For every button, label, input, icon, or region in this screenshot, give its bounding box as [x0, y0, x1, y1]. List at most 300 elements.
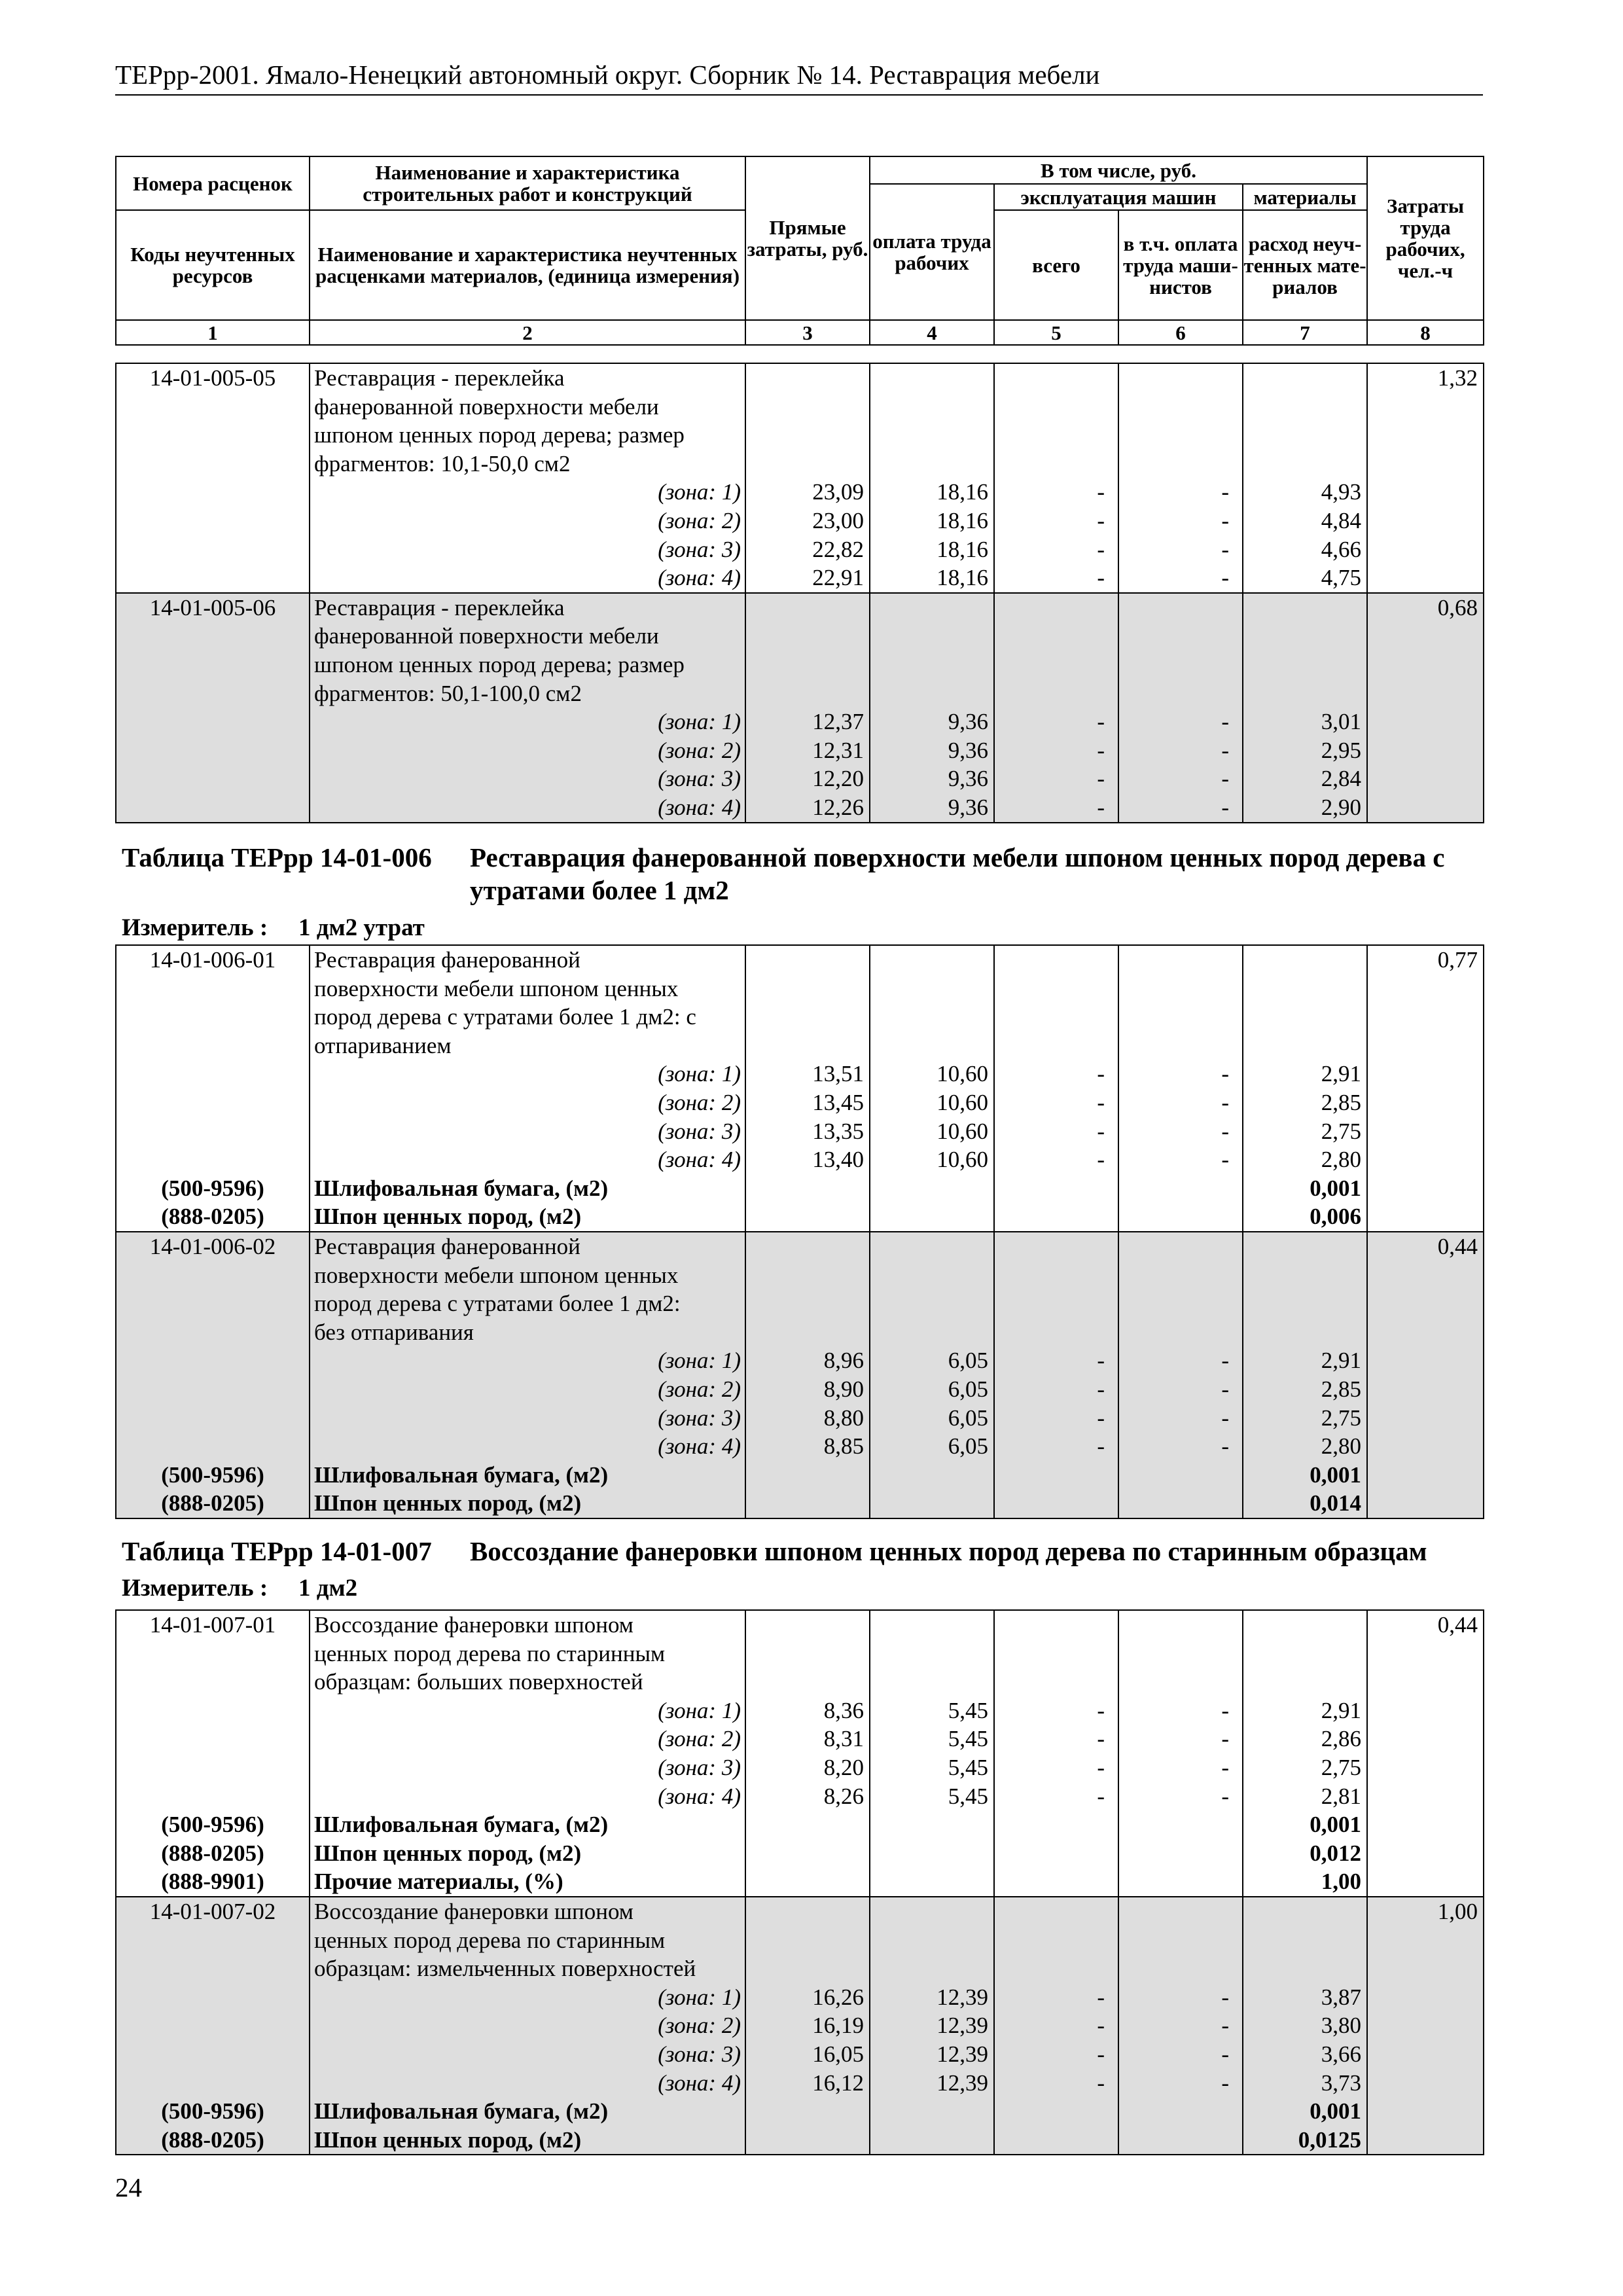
- unit-label: Измеритель :: [122, 1575, 268, 1602]
- labor-cost-cell: [1367, 1232, 1484, 1518]
- materials-cost: 2,80: [1321, 1433, 1361, 1460]
- spacer: [746, 1640, 864, 1668]
- description-line: отпариванием: [314, 1032, 452, 1058]
- rate-block: [116, 363, 1484, 593]
- table-title: Воссоздание фанеровки шпоном ценных пород дерева по старинным образцам: [470, 1536, 1427, 1566]
- labor-cost-cell: [1367, 1897, 1484, 2155]
- material-name: Шлифовальная бумага, (м2): [314, 1175, 609, 1201]
- machines-total-cell: [994, 1610, 1118, 1897]
- col-number: 4: [870, 320, 994, 345]
- spacer: [116, 736, 309, 765]
- machinist-wages: -: [1221, 709, 1229, 735]
- machinist-wages-cell: [1118, 363, 1243, 593]
- direct-cost-cell: [745, 945, 870, 1232]
- spacer: [116, 2040, 309, 2069]
- wages-cell: [870, 1610, 994, 1897]
- spacer: [746, 1031, 864, 1060]
- spacer: [995, 421, 1113, 450]
- spacer: [116, 1782, 309, 1811]
- description-line: ценных пород дерева по старинным: [314, 1927, 666, 1953]
- wages: 9,36: [948, 794, 988, 820]
- spacer: [1119, 1668, 1237, 1696]
- labor-cost: 0,68: [1437, 594, 1478, 620]
- spacer: [870, 1289, 988, 1318]
- spacer: [116, 564, 309, 592]
- machines-total: -: [1097, 794, 1105, 820]
- rates-table-14-01-005: [115, 363, 1484, 823]
- description-line: Реставрация - переклейка: [314, 365, 565, 391]
- header-codes: Коды неучтенных ресурсов: [116, 210, 310, 320]
- material-quantity: 0,014: [1310, 1490, 1361, 1516]
- wages: 18,16: [936, 507, 988, 533]
- spacer: [1119, 1611, 1237, 1640]
- spacer: [746, 1489, 864, 1518]
- spacer: [116, 1404, 309, 1433]
- zone-label: (зона: 1): [658, 479, 741, 505]
- machinist-wages: -: [1221, 1783, 1229, 1809]
- description-line: поверхности мебели шпоном ценных: [314, 1262, 679, 1288]
- rate-description-cell: [310, 1232, 745, 1518]
- rate-row: [116, 1610, 1484, 1897]
- description-line: Реставрация - переклейка: [314, 594, 565, 620]
- direct-cost: 12,37: [812, 709, 864, 735]
- spacer: [746, 1289, 864, 1318]
- material-name: Шлифовальная бумага, (м2): [314, 2098, 609, 2125]
- rate-code-cell: [116, 363, 310, 593]
- description-line: пород дерева с утратами более 1 дм2: с: [314, 1004, 696, 1030]
- machines-total: -: [1097, 1061, 1105, 1087]
- spacer: [1119, 622, 1237, 651]
- spacer: [995, 1810, 1113, 1839]
- spacer: [116, 1088, 309, 1117]
- spacer: [1119, 1640, 1237, 1668]
- spacer: [746, 1867, 864, 1896]
- spacer: [1243, 1261, 1361, 1290]
- material-code: (888-0205): [161, 1204, 264, 1230]
- spacer: [1119, 1461, 1237, 1490]
- zone-label: (зона: 2): [658, 2013, 741, 2039]
- col-number: 2: [310, 320, 745, 345]
- direct-cost: 8,90: [823, 1376, 864, 1402]
- machinist-wages: -: [1221, 794, 1229, 820]
- table-title: Реставрация фанерованной поверхности мебели шпоном ценных пород дерева с утратами более 1 дм2: [470, 842, 1445, 905]
- direct-cost: 8,20: [823, 1754, 864, 1780]
- spacer: [870, 364, 988, 393]
- materials-cost-cell: [1243, 593, 1367, 823]
- direct-cost: 16,26: [812, 1984, 864, 2010]
- spacer: [746, 1174, 864, 1203]
- spacer: [116, 1318, 309, 1347]
- description-line: фанерованной поверхности мебели: [314, 393, 659, 420]
- spacer: [746, 1611, 864, 1640]
- wages: 10,60: [936, 1147, 988, 1173]
- spacer: [1243, 679, 1361, 708]
- labor-cost: 1,32: [1437, 365, 1478, 391]
- spacer: [995, 1232, 1113, 1261]
- labor-cost: 0,77: [1437, 947, 1478, 973]
- spacer: [116, 1668, 309, 1696]
- materials-cost-cell: [1243, 1232, 1367, 1518]
- labor-cost-cell: [1367, 1610, 1484, 1897]
- description-line: Воссоздание фанеровки шпоном: [314, 1898, 633, 1924]
- description-line: пород дерева с утратами более 1 дм2:: [314, 1291, 681, 1317]
- material-name: Шпон ценных пород, (м2): [314, 1840, 582, 1866]
- spacer: [116, 1696, 309, 1725]
- machines-total-cell: [994, 1232, 1118, 1518]
- machines-total: -: [1097, 1433, 1105, 1460]
- spacer: [870, 1810, 988, 1839]
- machinist-wages: -: [1221, 1405, 1229, 1431]
- spacer: [995, 1261, 1113, 1290]
- materials-cost-cell: [1243, 945, 1367, 1232]
- materials-cost: 2,75: [1321, 1118, 1361, 1144]
- rates-table-14-01-007: [115, 1609, 1484, 2155]
- spacer: [995, 1640, 1113, 1668]
- machinist-wages: -: [1221, 1147, 1229, 1173]
- material-code: (500-9596): [161, 1812, 264, 1838]
- spacer: [995, 1668, 1113, 1696]
- description-line: Реставрация фанерованной: [314, 947, 580, 973]
- spacer: [870, 1318, 988, 1347]
- spacer: [116, 1640, 309, 1668]
- spacer: [1119, 421, 1237, 450]
- spacer: [870, 1489, 988, 1518]
- rate-description-cell: [310, 1610, 745, 1897]
- zone-label: (зона: 4): [658, 2070, 741, 2096]
- machines-total: -: [1097, 507, 1105, 533]
- machinist-wages: -: [1221, 507, 1229, 533]
- spacer: [870, 1668, 988, 1696]
- spacer: [746, 622, 864, 651]
- spacer: [746, 679, 864, 708]
- header-labor-costs: Затраты труда рабочих, чел.-ч: [1367, 156, 1484, 320]
- table-label: Таблица ТЕРрр 14-01-007: [122, 1536, 432, 1566]
- spacer: [1243, 1031, 1361, 1060]
- header-including: В том числе, руб.: [870, 156, 1367, 184]
- direct-cost: 12,31: [812, 737, 864, 763]
- machinist-wages: -: [1221, 1984, 1229, 2010]
- spacer: [870, 1926, 988, 1955]
- zone-label: (зона: 3): [658, 2041, 741, 2067]
- spacer: [116, 2069, 309, 2098]
- zone-label: (зона: 2): [658, 737, 741, 763]
- spacer: [870, 1640, 988, 1668]
- spacer: [746, 1461, 864, 1490]
- wages: 6,05: [948, 1433, 988, 1460]
- spacer: [1243, 1289, 1361, 1318]
- spacer: [1119, 2097, 1237, 2126]
- spacer: [870, 1461, 988, 1490]
- machines-total: -: [1097, 766, 1105, 792]
- direct-cost: 22,91: [812, 565, 864, 591]
- rate-row: [116, 1897, 1484, 2155]
- wages: 9,36: [948, 766, 988, 792]
- wages-cell: [870, 1232, 994, 1518]
- materials-cost: 3,66: [1321, 2041, 1361, 2067]
- spacer: [746, 1668, 864, 1696]
- spacer: [1119, 1003, 1237, 1031]
- description-line: ценных пород дерева по старинным: [314, 1640, 666, 1666]
- machines-total: -: [1097, 1783, 1105, 1809]
- rate-code: 14-01-005-05: [149, 365, 276, 391]
- machinist-wages-cell: [1118, 593, 1243, 823]
- spacer: [870, 1202, 988, 1231]
- labor-cost-cell: [1367, 363, 1484, 593]
- machinist-wages: -: [1221, 1697, 1229, 1723]
- machinist-wages: -: [1221, 1376, 1229, 1402]
- spacer: [116, 1346, 309, 1375]
- spacer: [1243, 651, 1361, 679]
- wages: 6,05: [948, 1348, 988, 1374]
- machines-total: -: [1097, 2041, 1105, 2067]
- machines-total: -: [1097, 1984, 1105, 2010]
- spacer: [116, 478, 309, 507]
- direct-cost: 13,45: [812, 1089, 864, 1115]
- machinist-wages: -: [1221, 536, 1229, 562]
- spacer: [746, 946, 864, 975]
- machines-total: -: [1097, 709, 1105, 735]
- rate-description-cell: [310, 593, 745, 823]
- wages: 10,60: [936, 1118, 988, 1144]
- zone-label: (зона: 4): [658, 1147, 741, 1173]
- spacer: [1243, 1897, 1361, 1926]
- spacer: [1243, 1668, 1361, 1696]
- measurement-unit: [122, 1574, 358, 1603]
- spacer: [995, 946, 1113, 975]
- spacer: [116, 793, 309, 822]
- wages: 18,16: [936, 565, 988, 591]
- rates-table-14-01-006: [115, 944, 1484, 1519]
- spacer: [870, 622, 988, 651]
- spacer: [746, 1926, 864, 1955]
- machines-total: -: [1097, 1089, 1105, 1115]
- material-code: (888-0205): [161, 1840, 264, 1866]
- spacer: [1243, 393, 1361, 422]
- zone-label: (зона: 3): [658, 536, 741, 562]
- spacer: [1243, 1640, 1361, 1668]
- spacer: [116, 450, 309, 478]
- spacer: [1119, 393, 1237, 422]
- spacer: [116, 1954, 309, 1983]
- zone-label: (зона: 1): [658, 709, 741, 735]
- machines-total: -: [1097, 536, 1105, 562]
- spacer: [870, 1867, 988, 1896]
- wages: 5,45: [948, 1726, 988, 1752]
- spacer: [746, 975, 864, 1003]
- spacer: [995, 1839, 1113, 1868]
- material-quantity: 0,006: [1310, 1204, 1361, 1230]
- machinist-wages: -: [1221, 2041, 1229, 2067]
- direct-cost: 12,20: [812, 766, 864, 792]
- spacer: [116, 1375, 309, 1404]
- spacer: [116, 1060, 309, 1088]
- wages: 12,39: [936, 2013, 988, 2039]
- machines-total: -: [1097, 2070, 1105, 2096]
- material-code: (500-9596): [161, 1462, 264, 1488]
- wages: 6,05: [948, 1376, 988, 1402]
- spacer: [870, 1031, 988, 1060]
- spacer: [746, 1232, 864, 1261]
- direct-cost: 8,26: [823, 1783, 864, 1809]
- machinist-wages: -: [1221, 1089, 1229, 1115]
- zone-label: (зона: 3): [658, 766, 741, 792]
- spacer: [995, 450, 1113, 478]
- wages: 12,39: [936, 2070, 988, 2096]
- machines-total-cell: [994, 593, 1118, 823]
- materials-cost: 4,84: [1321, 507, 1361, 533]
- machines-total: -: [1097, 1754, 1105, 1780]
- table-label: Таблица ТЕРрр 14-01-006: [122, 842, 432, 872]
- description-line: образцам: измельченных поверхностей: [314, 1956, 696, 1982]
- spacer: [746, 393, 864, 422]
- direct-cost: 8,36: [823, 1697, 864, 1723]
- zone-label: (зона: 2): [658, 1726, 741, 1752]
- direct-cost-cell: [745, 1232, 870, 1518]
- zone-label: (зона: 4): [658, 565, 741, 591]
- direct-cost: 16,19: [812, 2013, 864, 2039]
- direct-cost: 8,96: [823, 1348, 864, 1374]
- spacer: [995, 393, 1113, 422]
- rate-row: [116, 363, 1484, 593]
- header-machines-total: всего: [994, 210, 1118, 320]
- direct-cost-cell: [745, 363, 870, 593]
- spacer: [870, 594, 988, 622]
- material-quantity: 0,001: [1310, 1175, 1361, 1201]
- machines-total: -: [1097, 737, 1105, 763]
- spacer: [995, 622, 1113, 651]
- spacer: [870, 1839, 988, 1868]
- zone-label: (зона: 1): [658, 1061, 741, 1087]
- spacer: [1119, 1031, 1237, 1060]
- rate-row: [116, 593, 1484, 823]
- direct-cost: 22,82: [812, 536, 864, 562]
- direct-cost-cell: [745, 1610, 870, 1897]
- spacer: [995, 1202, 1113, 1231]
- wages: 5,45: [948, 1754, 988, 1780]
- header-name-top: Наименование и характеристика строительных работ и конструкций: [310, 156, 745, 210]
- spacer: [116, 764, 309, 793]
- spacer: [116, 1261, 309, 1290]
- spacer: [995, 1461, 1113, 1490]
- spacer: [1243, 1003, 1361, 1031]
- spacer: [746, 364, 864, 393]
- labor-cost-cell: [1367, 593, 1484, 823]
- description-line: поверхности мебели шпоном ценных: [314, 975, 679, 1001]
- materials-cost: 2,85: [1321, 1376, 1361, 1402]
- spacer: [746, 1954, 864, 1983]
- description-line: фанерованной поверхности мебели: [314, 623, 659, 649]
- header-name-bottom: Наименование и характеристика неучтенных расценками материалов, (единица измерения): [310, 210, 745, 320]
- spacer: [870, 2097, 988, 2126]
- spacer: [1243, 421, 1361, 450]
- spacer: [1119, 679, 1237, 708]
- machines-total-cell: [994, 1897, 1118, 2155]
- materials-cost: 2,91: [1321, 1348, 1361, 1374]
- spacer: [870, 651, 988, 679]
- machines-total: -: [1097, 1147, 1105, 1173]
- material-quantity: 1,00: [1321, 1869, 1361, 1895]
- materials-cost: 4,66: [1321, 536, 1361, 562]
- header-machines: эксплуатация машин: [994, 184, 1243, 210]
- machines-total: -: [1097, 1726, 1105, 1752]
- unit-value: 1 дм2 утрат: [298, 914, 425, 941]
- description-line: Воссоздание фанеровки шпоном: [314, 1612, 633, 1638]
- wages-cell: [870, 1897, 994, 2155]
- spacer: [116, 975, 309, 1003]
- zone-label: (зона: 1): [658, 1348, 741, 1374]
- material-quantity: 0,001: [1310, 1462, 1361, 1488]
- machinist-wages: -: [1221, 1726, 1229, 1752]
- material-name: Шлифовальная бумага, (м2): [314, 1812, 609, 1838]
- spacer: [746, 1202, 864, 1231]
- spacer: [116, 507, 309, 535]
- spacer: [116, 1117, 309, 1146]
- rate-code: 14-01-006-01: [149, 947, 276, 973]
- rate-row: [116, 1232, 1484, 1518]
- material-name: Шлифовальная бумага, (м2): [314, 1462, 609, 1488]
- spacer: [746, 1839, 864, 1868]
- header-machinist-wages: в т.ч. оплата труда маши-нистов: [1118, 210, 1243, 320]
- spacer: [1119, 1232, 1237, 1261]
- description-line: фрагментов: 10,1-50,0 см2: [314, 450, 571, 476]
- spacer: [870, 450, 988, 478]
- direct-cost: 8,31: [823, 1726, 864, 1752]
- spacer: [1119, 1867, 1237, 1896]
- machinist-wages-cell: [1118, 945, 1243, 1232]
- page-number: 24: [115, 2172, 142, 2202]
- labor-cost: 0,44: [1437, 1612, 1478, 1638]
- spacer: [1243, 450, 1361, 478]
- spacer: [870, 679, 988, 708]
- machines-total: -: [1097, 1348, 1105, 1374]
- spacer: [116, 1145, 309, 1174]
- unit-label: Измеритель :: [122, 914, 268, 941]
- material-name: Шпон ценных пород, (м2): [314, 2126, 582, 2153]
- unit-value: 1 дм2: [298, 1575, 358, 1602]
- machinist-wages: -: [1221, 1433, 1229, 1460]
- spacer: [1243, 1926, 1361, 1955]
- materials-cost: 2,90: [1321, 794, 1361, 820]
- zone-label: (зона: 3): [658, 1405, 741, 1431]
- machines-total: -: [1097, 479, 1105, 505]
- machines-total: -: [1097, 1118, 1105, 1144]
- spacer: [1243, 946, 1361, 975]
- spacer: [995, 364, 1113, 393]
- spacer: [116, 1725, 309, 1753]
- spacer: [995, 975, 1113, 1003]
- spacer: [746, 2126, 864, 2155]
- spacer: [746, 1318, 864, 1347]
- material-code: (888-0205): [161, 1490, 264, 1516]
- machinist-wages: -: [1221, 2013, 1229, 2039]
- materials-cost: 2,75: [1321, 1754, 1361, 1780]
- spacer: [1243, 364, 1361, 393]
- spacer: [995, 594, 1113, 622]
- material-code: (500-9596): [161, 1175, 264, 1201]
- rate-block: [116, 1610, 1484, 1897]
- spacer: [1119, 1810, 1237, 1839]
- col-number: 8: [1367, 320, 1484, 345]
- machines-total: -: [1097, 565, 1105, 591]
- spacer: [995, 2097, 1113, 2126]
- machinist-wages-cell: [1118, 1897, 1243, 2155]
- spacer: [116, 708, 309, 736]
- spacer: [1119, 1202, 1237, 1231]
- col-number: 5: [994, 320, 1118, 345]
- wages: 10,60: [936, 1089, 988, 1115]
- wages: 5,45: [948, 1783, 988, 1809]
- spacer: [116, 651, 309, 679]
